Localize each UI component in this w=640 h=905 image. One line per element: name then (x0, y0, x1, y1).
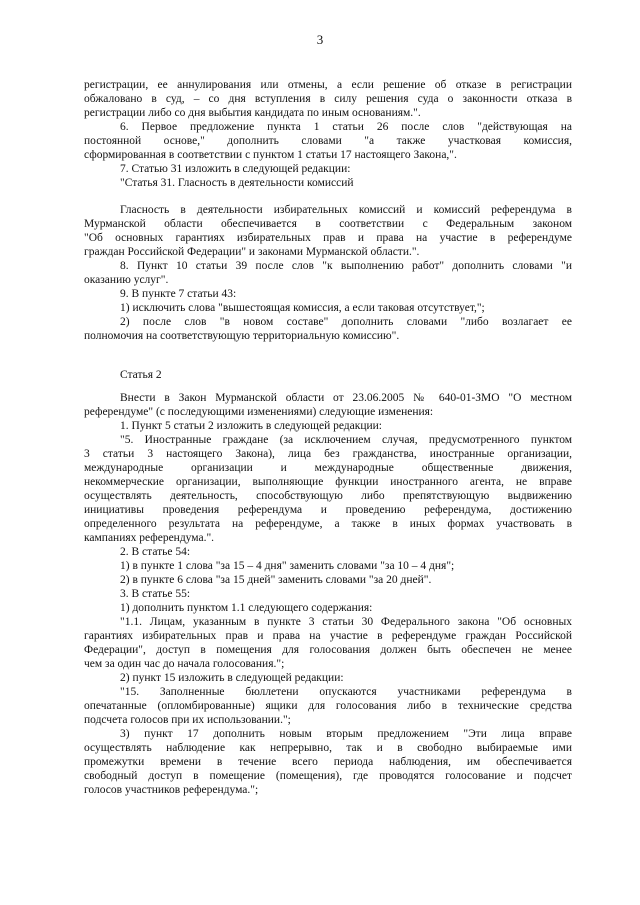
text-line: осуществлять деятельность, способствующую либо препятствующую выдвижению (84, 490, 572, 502)
text-line: 6. Первое предложение пункта 1 статьи 26 после слов "действующая на (120, 121, 572, 133)
text-line: осуществлять наблюдение как непрерывно, так и в свободно выбираемые ими (84, 742, 572, 754)
text-line: сформированная в соответствии с пунктом 1 статьи 17 настоящего Закона,". (84, 149, 457, 161)
text-line: граждан Российской Федерации" и законами Мурманской области.". (84, 246, 420, 258)
text-line: 3) пункт 17 дополнить новым вторым предложением "Эти лица вправе (120, 728, 572, 740)
text-line: регистрации либо со дня выбытия кандидата по иным основаниям.". (84, 107, 421, 119)
article-heading: Статья 2 (120, 369, 162, 381)
text-line: Гласность в деятельности избирательных комиссий и комиссий референдума в (120, 204, 572, 216)
text-line: чем за один час до начала голосования."; (84, 658, 285, 670)
text-line: "Статья 31. Гласность в деятельности комиссий (120, 177, 354, 189)
text-line: 2. В статье 54: (120, 546, 191, 558)
text-line: 1) в пункте 1 слова "за 15 – 4 дня" заменить словами "за 10 – 4 дня"; (120, 560, 455, 572)
text-line: опечатанные (опломбированные) ящики для голосования либо в технические средства (84, 700, 572, 712)
text-line: "Об основных гарантиях избирательных прав и права на участие в референдуме (84, 232, 572, 244)
text-line: 9. В пункте 7 статьи 43: (120, 288, 237, 300)
text-line: промежутки времени в течение всего периода наблюдения, им обеспечивается (84, 756, 572, 768)
text-line: 1) исключить слова "вышестоящая комиссия, а если таковая отсутствует,"; (120, 302, 485, 314)
text-line: голосов участников референдума."; (84, 784, 259, 796)
text-line: 1. Пункт 5 статьи 2 изложить в следующей редакции: (120, 420, 383, 432)
text-line: обжаловано в суд, – со дня вступления в силу решения суда о законности отказа в (84, 93, 572, 105)
text-line: "1.1. Лицам, указанным в пункте 3 статьи 30 Федерального закона "Об основных (120, 616, 572, 628)
text-line: Внести в Закон Мурманской области от 23.06.2005 № 640-01-ЗМО "О местном (120, 392, 572, 404)
text-line: 8. Пункт 10 статьи 39 после слов "к выполнению работ" дополнить словами "и (120, 260, 572, 272)
text-line: гарантиях избирательных прав и права на участие в референдуме граждан Российской (84, 630, 572, 642)
text-line: "15. Заполненные бюллетени опускаются участниками референдума в (120, 686, 572, 698)
text-line: постоянной основе," дополнить словами "а также участковая комиссия, (84, 135, 572, 147)
text-line: регистрации, ее аннулирования или отмены, а если решение об отказе в регистрации (84, 79, 572, 91)
text-line: международные организации и международные общественные движения, (84, 462, 572, 474)
text-line: 2) в пункте 6 слова "за 15 дней" заменить словами "за 20 дней". (120, 574, 432, 586)
text-line: 2) после слов "в новом составе" дополнить словами "либо возлагает ее (120, 316, 572, 328)
text-line: 3 статьи 3 настоящего Закона), лица без гражданства, иностранные организации, (84, 448, 572, 460)
text-line: 3. В статье 55: (120, 588, 191, 600)
text-line: Мурманской области обеспечивается в соответствии с Федеральным законом (84, 218, 572, 230)
text-line: референдуме" (с последующими изменениями) следующие изменения: (84, 406, 434, 418)
text-line: свободный доступ в помещение (помещения), где проводятся голосование и подсчет (84, 770, 572, 782)
text-line: Федерации", доступ в помещения для голосования должен быть обеспечен не менее (84, 644, 572, 656)
text-line: инициативы проведения референдума и проведению референдума, достижению (84, 504, 572, 516)
text-line: полномочия на соответствующую территориальную комиссию". (84, 330, 400, 342)
text-line: кампаниях референдума.". (84, 532, 215, 544)
text-line: 2) пункт 15 изложить в следующей редакции: (120, 672, 344, 684)
page-number: 3 (316, 32, 324, 47)
text-line: определенного результата на референдуме, а также в иных формах участвовать в (84, 518, 572, 530)
text-line: оказанию услуг". (84, 274, 169, 286)
text-line: подсчета голосов при их использовании."; (84, 714, 291, 726)
text-line: 1) дополнить пунктом 1.1 следующего содержания: (120, 602, 373, 614)
text-line: 7. Статью 31 изложить в следующей редакции: (120, 163, 351, 175)
text-line: "5. Иностранные граждане (за исключением случая, предусмотренного пунктом (120, 434, 572, 446)
text-line: некоммерческие организации, выполняющие функции иностранного агента, не вправе (84, 476, 572, 488)
